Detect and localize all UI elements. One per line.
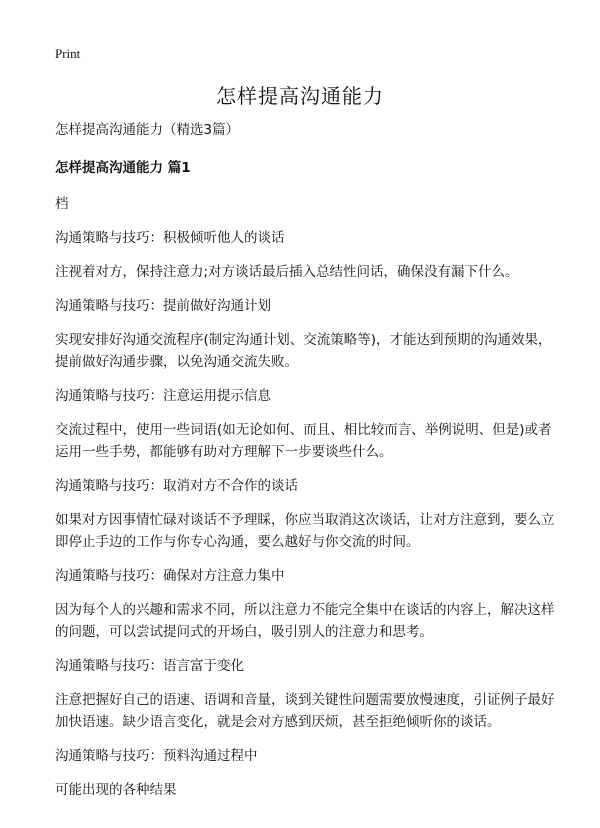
paragraph-predict: 可能出现的各种结果 [55, 782, 177, 798]
section-heading-attention: 沟通策略与技巧：确保对方注意力集中 [55, 568, 285, 584]
paragraph-plan: 实现安排好沟通交流程序(制定沟通计划、交流策略等)，才能达到预期的沟通效果，提前做好沟通步骤，以免沟通交流失败。 [55, 332, 552, 370]
article-title: 怎样提高沟通能力 篇1 [55, 160, 191, 176]
paragraph-cancel: 如果对方因事情忙碌对谈话不予理睬，你应当取消这次谈话，让对方注意到，要么立即停止手边的工作与你专心沟通，要么越好与你交流的时间。 [55, 512, 555, 550]
section-heading-cues: 沟通策略与技巧：注意运用提示信息 [55, 388, 271, 404]
section-heading-cancel: 沟通策略与技巧：取消对方不合作的谈话 [55, 478, 298, 494]
document-subtitle: 怎样提高沟通能力（精选3篇） [55, 122, 240, 138]
paragraph-listening: 注视着对方，保持注意力;对方谈话最后插入总结性问话，确保没有漏下什么。 [55, 264, 519, 280]
paragraph-1: 档 [55, 196, 69, 212]
paragraph-attention: 因为每个人的兴趣和需求不同，所以注意力不能完全集中在谈话的内容上，解决这样的问题，可以尝试提问式的开场白，吸引别人的注意力和思考。 [55, 602, 555, 640]
section-heading-variation: 沟通策略与技巧：语言富于变化 [55, 658, 244, 674]
page-title: 怎样提高沟通能力 [216, 84, 384, 108]
section-heading-predict: 沟通策略与技巧：预料沟通过程中 [55, 748, 258, 764]
print-link[interactable]: Print [55, 46, 81, 61]
section-heading-plan: 沟通策略与技巧：提前做好沟通计划 [55, 298, 271, 314]
document-body [55, 119, 555, 813]
paragraph-cues: 交流过程中，使用一些词语(如无论如何、而且、相比较而言、举例说明、但是)或者运用一些手势，都能够有助对方理解下一步要谈些什么。 [55, 422, 552, 460]
paragraph-variation: 注意把握好自己的语速、语调和音量，谈到关键性问题需要放慢速度，引证例子最好加快语速。缺少语言变化，就是会对方感到厌烦，甚至拒绝倾听你的谈话。 [55, 692, 555, 730]
section-heading-listening: 沟通策略与技巧：积极倾听他人的谈话 [55, 230, 285, 246]
